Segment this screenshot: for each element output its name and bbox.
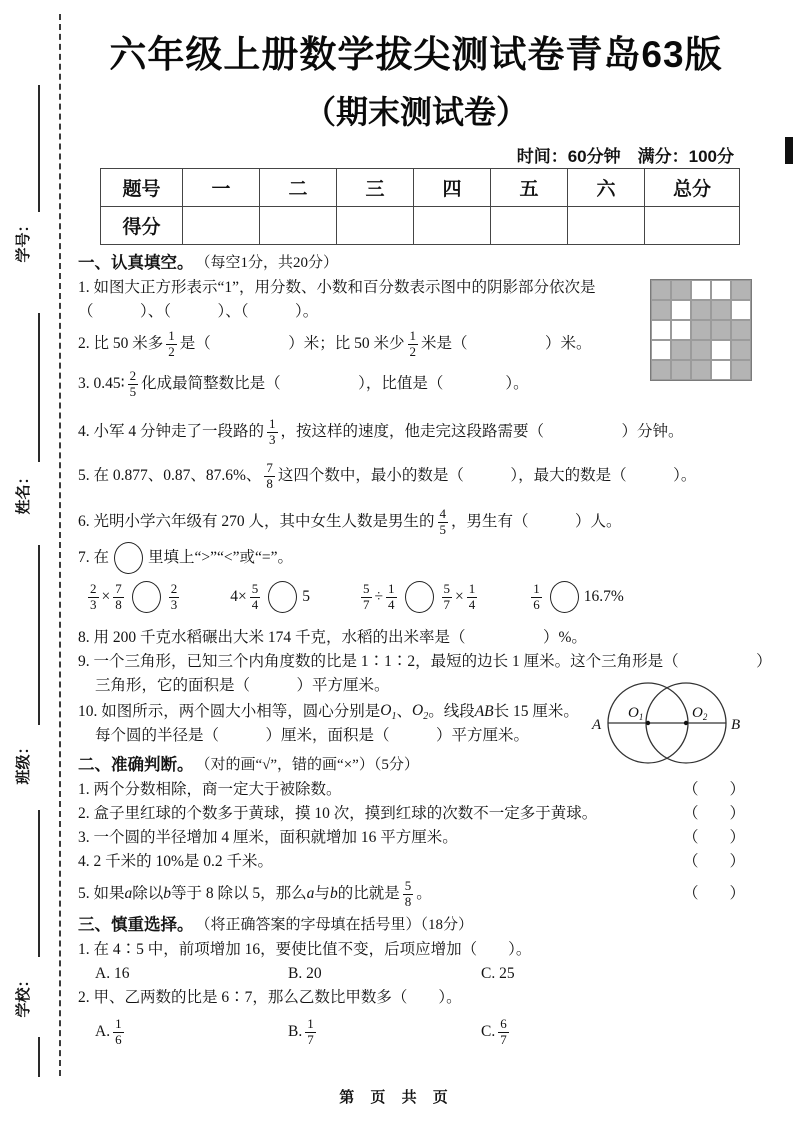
text-run: 长 15 厘米。 [493,702,579,720]
section-choice [78,914,770,1054]
fraction [531,582,542,613]
score-table-column: 二 [260,169,337,207]
denominator: 7 [500,1031,507,1047]
margin-label: 班级： [15,739,32,785]
text-run: ，男生有（ ）人。 [451,512,622,530]
math-variable: AB [474,702,494,720]
text-run: 8. 用 200 千克水稻碾出大米 174 千克，水稻的出米率是（ ）%。 [78,628,587,646]
paper-title: 六年级上册数学拔尖测试卷青岛63版 [109,34,723,75]
label-o2: $O_2$ [692,705,708,722]
subscript: 2 [423,711,429,723]
label-a: A [592,717,602,733]
text-run: 的比就是 [337,884,400,902]
denominator: 4 [468,596,476,612]
text-run: 里填上“>”“<”或“=”。 [148,548,294,566]
fraction [267,417,278,448]
numerator: 2 [90,580,97,596]
option [288,1017,481,1048]
text-run: 3. 0.45∶ [78,374,125,392]
option [481,964,674,984]
denominator: 4 [251,596,259,612]
comparison-item [230,581,310,613]
denominator: 7 [363,596,370,612]
text-run: 2. 比 50 米多 [78,334,164,352]
margin-writing-line [38,313,40,462]
fraction [113,1017,124,1048]
text-run: 1. 在 4∶5 中，前项增加 16，要使比值不变，后项应增加（ ）。 [78,940,532,958]
question [78,700,770,748]
time-and-score-info: 时间：60分钟 满分：100分 [516,147,734,166]
question-line [78,502,770,542]
text-run: 米是（ ）米。 [421,334,592,352]
question [78,276,770,324]
text-run: 3. 一个圆的半径增加 4 厘米，面积就增加 16 平方厘米。 [78,828,458,846]
option [95,1017,288,1048]
denominator: 2 [168,343,175,359]
question-line [78,456,770,496]
fraction [128,369,139,400]
section-heading-note: （每空1分，共20分） [195,255,339,272]
score-table-column: 总分 [645,169,740,207]
text-run: C. [481,1022,496,1040]
subscript: 1 [638,712,644,722]
score-table-score-row [101,207,740,245]
text-run: 4× [230,587,247,605]
denominator: 7 [307,1031,314,1047]
text-run: 与 [314,884,330,902]
text-run: 、 [396,702,412,720]
question [78,324,770,364]
fraction [408,329,419,360]
compare-circle [268,581,297,613]
numerator: 4 [439,505,447,521]
question [78,542,770,620]
numerator: 5 [404,877,412,893]
question-line [78,412,770,452]
denominator: 3 [90,596,97,612]
text-run: 这四个数中，最小的数是（ ），最大的数是（ ）。 [277,466,697,484]
answer-bracket: （ ） [682,828,745,846]
denominator: 5 [129,383,137,399]
margin-label: 姓名： [15,469,32,515]
text-run: A. [95,1022,111,1040]
numerator: 5 [363,580,370,596]
math-variable: a [124,884,133,902]
section-heading-title: 二、准确判断。 [78,756,194,775]
score-cell [337,207,414,245]
text-run: 是（ ）米；比 50 米少 [179,334,405,352]
denominator: 8 [266,475,273,491]
text-run: 化成最简整数比是（ ），比值是（ ）。 [141,374,529,392]
text-run: A. 16 [95,964,130,982]
fraction [467,582,478,613]
numerator: 5 [251,580,259,596]
subscript: 1 [391,711,397,723]
numerator: 6 [500,1015,507,1031]
score-row-label: 得分 [101,207,183,245]
margin-writing-line [38,810,40,957]
question [78,938,770,986]
numerator: 1 [533,580,540,596]
fraction [442,582,453,613]
score-cell [260,207,337,245]
answer-bracket: （ ） [682,804,745,822]
question [78,456,770,496]
question [78,364,770,404]
math-variable: b [329,884,338,902]
question-line [78,874,770,914]
denominator: 6 [533,596,540,612]
numerator: 7 [115,580,122,596]
comparison-item [528,581,624,613]
text-run: 5. 如果 [78,884,125,902]
fraction [264,461,275,492]
text-run: （ ）、（ ）、（ ）。 [78,302,319,320]
score-table-column: 三 [337,169,414,207]
section-heading-note: （对的画“√”，错的画“×”）（5分） [195,757,419,774]
score-table-column: 五 [491,169,568,207]
text-run: 4. 2 千米的 10%是 0.2 千米。 [78,852,274,870]
question-line [78,542,770,574]
margin-writing-line [38,545,40,725]
question [78,874,770,914]
question-line [78,724,770,748]
question [78,778,770,802]
score-table-column: 四 [414,169,491,207]
question-line [78,826,770,850]
fraction [361,582,372,613]
denominator: 5 [439,521,447,537]
section-heading [78,754,770,778]
question-content [78,252,770,1054]
text-run: 2. 甲、乙两数的比是 6∶7，那么乙数比甲数多（ ）。 [78,988,462,1006]
text-run: ÷ [374,587,384,605]
denominator: 2 [409,343,417,359]
paper-header [62,0,770,167]
fraction [498,1017,509,1048]
numerator: 1 [307,1015,314,1031]
math-variable-subscript: $O_2$ [411,701,429,723]
options-row [78,962,770,986]
score-cell [491,207,568,245]
fraction [113,582,124,613]
text-run: 7. 在 [78,548,110,566]
score-cell [568,207,645,245]
text-run: C. 25 [481,964,515,982]
subscript: 2 [702,712,708,722]
paper-subtitle: （期末测试卷） [303,94,528,130]
denominator: 7 [443,596,451,612]
question-line [78,986,770,1010]
question-line [78,300,770,324]
option [288,964,481,984]
margin-dashed-line [59,14,61,1076]
print-registration-mark [785,137,793,164]
numerator: 2 [170,580,178,596]
question-line [78,626,770,650]
question [78,826,770,850]
text-run: 。 [416,884,432,902]
text-run: × [455,587,464,605]
label-b: B [731,717,741,733]
score-table-column: 一 [183,169,260,207]
score-cell [645,207,740,245]
answer-bracket: （ ） [682,852,745,870]
comparison-row [78,574,770,620]
numerator: 7 [266,459,273,475]
compare-circle [132,581,161,613]
numerator: 1 [468,580,476,596]
text-run: 4. 小军 4 分钟走了一段路的 [78,422,265,440]
label-o1: $O_1$ [628,705,644,722]
math-variable: a [306,884,315,902]
numerator: 1 [388,580,395,596]
section-heading [78,252,770,276]
numerator: 1 [269,415,276,431]
text-run: 除以 [132,884,164,902]
question-line [78,850,770,874]
text-run: B. 20 [288,964,322,982]
question-line [78,364,770,404]
question-line [78,802,770,826]
text-run: 。线段 [428,702,475,720]
numerator: 2 [129,367,137,383]
question-line [78,276,770,300]
option [95,964,288,984]
score-cell [414,207,491,245]
math-variable-subscript: $O_1$ [380,701,397,723]
denominator: 3 [269,431,276,447]
margin-label: 学校： [15,972,32,1018]
text-run: 5 [302,587,310,605]
question [78,850,770,874]
math-variable: b [163,884,172,902]
question [78,626,770,650]
denominator: 6 [115,1031,122,1047]
question [78,650,770,698]
score-cell [183,207,260,245]
score-table-header-row [101,169,740,207]
text-run: B. [288,1022,303,1040]
answer-bracket: （ ） [682,780,745,798]
fraction [403,879,414,910]
fraction [88,582,99,613]
text-run: 10. 如图所示，两个圆大小相等，圆心分别是 [78,702,381,720]
fraction [250,582,261,613]
section-judge [78,754,770,914]
text-run: 1. 两个分数相除，商一定大于被除数。 [78,780,342,798]
compare-circle [550,581,579,613]
answer-bracket: （ ） [682,884,745,902]
section-heading-title: 一、认真填空。 [78,254,194,273]
text-run: 6. 光明小学六年级有 270 人，其中女生人数是男生的 [78,512,435,530]
page-footer: 第 页 共 页 [339,1089,454,1106]
fraction [166,329,177,360]
question-line [78,324,770,364]
margin-writing-line [38,1037,40,1077]
text-run: 9. 一个三角形，已知三个内角度数的比是 1∶1∶2，最短的边长 1 厘米。这个三角形是（ ） [78,652,772,670]
margin-writing-line [38,85,40,212]
text-run: 1. 如图大正方形表示“1”，用分数、小数和百分数表示图中的阴影部分依次是 [78,278,596,296]
text-run: 5. 在 0.877、0.87、87.6%、 [78,466,262,484]
option [481,1017,674,1048]
denominator: 3 [170,596,178,612]
denominator: 8 [404,893,412,909]
question [78,412,770,452]
margin-label: 学号： [15,217,32,263]
text-run: 三角形，它的面积是（ ）平方厘米。 [95,676,390,694]
denominator: 4 [388,596,395,612]
compare-circle [405,581,434,613]
question-line [78,650,770,674]
text-run: ，按这样的速度，他走完这段路需要（ ）分钟。 [280,422,684,440]
numerator: 5 [443,580,451,596]
section-heading-title: 三、慎重选择。 [78,916,194,935]
question-line [78,674,770,698]
score-table-column: 六 [568,169,645,207]
text-run: 2. 盒子里红球的个数多于黄球，摸 10 次，摸到红球的次数不一定多于黄球。 [78,804,598,822]
text-run: 16.7% [583,587,624,605]
text-run: 每个圆的半径是（ ）厘米，面积是（ ）平方厘米。 [95,726,530,744]
score-table [100,168,740,245]
text-run: 等于 8 除以 5，那么 [171,884,307,902]
fraction [305,1017,316,1048]
fraction [438,507,449,538]
section-heading [78,914,770,938]
score-table-corner: 题号 [101,169,183,207]
section-heading-note: （将正确答案的字母填在括号里）（18分） [195,917,474,934]
compare-circle [114,542,143,574]
fraction [386,582,397,613]
options-row [78,1010,770,1054]
question-line [78,938,770,962]
numerator: 1 [409,327,417,343]
question-line [78,700,770,724]
denominator: 8 [115,596,122,612]
question [78,986,770,1054]
comparison-item [358,581,480,613]
text-run: × [101,587,111,605]
question [78,502,770,542]
question [78,802,770,826]
comparison-item [85,581,182,613]
numerator: 1 [115,1015,122,1031]
fraction [169,582,180,613]
question-line [78,778,770,802]
numerator: 1 [168,327,175,343]
section-fill-blanks [78,252,770,748]
